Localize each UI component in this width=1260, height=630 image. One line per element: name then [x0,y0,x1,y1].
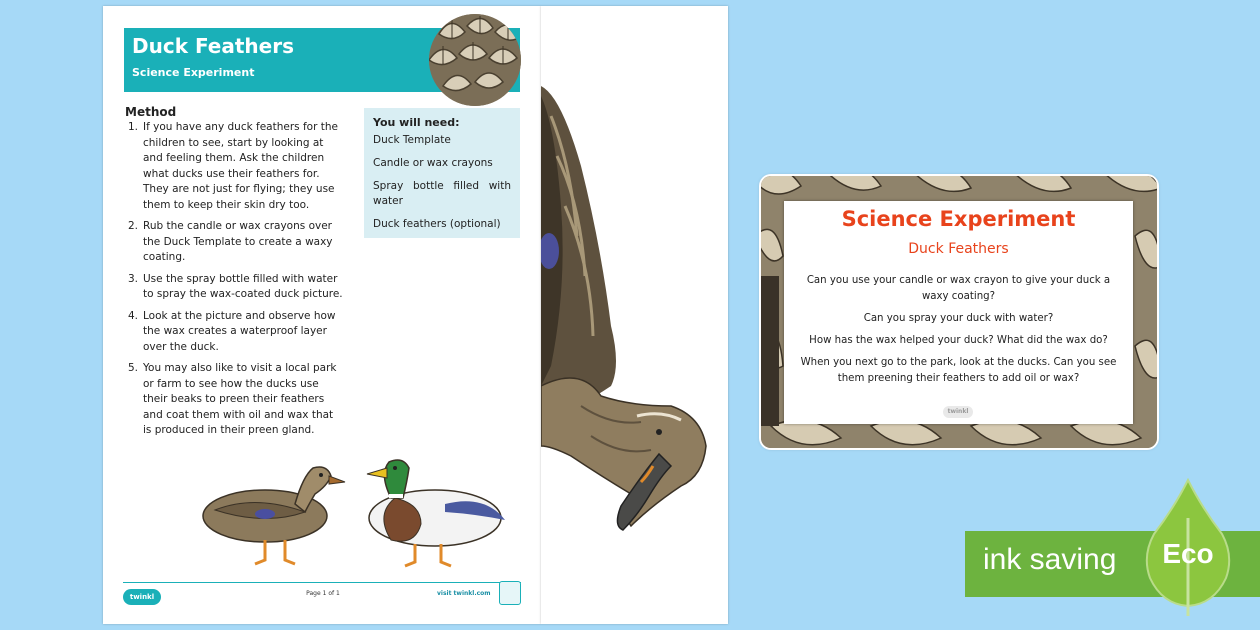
worksheet-title: Duck Feathers [132,34,295,58]
duck-template-illustration [541,6,728,624]
method-step [125,361,343,439]
method-list [125,120,343,445]
card-twinkl-logo: twinkl [943,406,973,418]
step-text: You may also like to visit a local park or farm to see how the ducks use their beaks to preen their feathers and coat them with oil and wax that is produced in their preen gland. [143,362,337,436]
ducks-illustration [195,454,515,578]
card-question: How has the wax helped your duck? What did the wax do? [809,335,1108,346]
needs-item: Duck feathers (optional) [373,218,501,230]
duck-template-page [541,6,728,624]
feather-photo [429,14,521,106]
step-number: 5. [127,362,138,374]
step-number: 4. [127,309,138,322]
card-questions [792,273,1125,393]
step-number: 1. [127,121,138,133]
step-text: If you have any duck feathers for the children to see, start by looking at and feeling them. Ask the children what ducks use their feathers for. They are not just for flying; they use them to keep their skin dry too. [143,121,338,211]
step-text: Rub the candle or wax crayons over the Duck Template to create a waxy coating. [143,220,333,263]
method-step [125,272,343,303]
method-heading: Method [125,105,177,119]
method-step [125,219,343,266]
step-text: Look at the picture and observe how the wax creates a waterproof layer over the duck. [143,309,336,353]
needs-item: Candle or wax crayons [373,157,493,169]
worksheet-page [103,6,541,624]
female-duck-icon [203,467,345,564]
card-question: Can you use your candle or wax crayon to give your duck a waxy coating? [806,275,1111,302]
needs-item: Duck Template [373,134,451,146]
card-question: When you next go to the park, look at the ducks. Can you see them preening their feathers to add oil or wax? [800,357,1117,384]
worksheet-subtitle: Science Experiment [132,66,255,79]
footer-divider [123,582,521,583]
eco-label: Eco [1162,538,1214,569]
card-title: Science Experiment [841,207,1076,231]
needs-item: Spray bottle filled with water [373,180,511,207]
male-duck-icon [367,460,505,566]
card-question: Can you spray your duck with water? [863,313,1054,324]
needs-heading: You will need: [373,116,460,129]
quality-badge-icon [499,581,521,605]
you-will-need-box [364,108,520,238]
visit-link[interactable]: visit twinkl.com [437,590,491,597]
card-panel [784,201,1133,424]
ink-saving-text: ink saving [983,543,1117,576]
step-number: 2. [127,220,138,232]
method-step [125,120,343,213]
twinkl-logo: twinkl [123,589,161,605]
method-step [125,309,343,356]
card-subtitle: Duck Feathers [908,241,1009,257]
step-text: Use the spray bottle filled with water to spray the wax-coated duck picture. [143,272,343,300]
step-number: 3. [127,272,138,285]
page-number: Page 1 of 1 [306,590,340,597]
science-experiment-card [761,176,1157,448]
